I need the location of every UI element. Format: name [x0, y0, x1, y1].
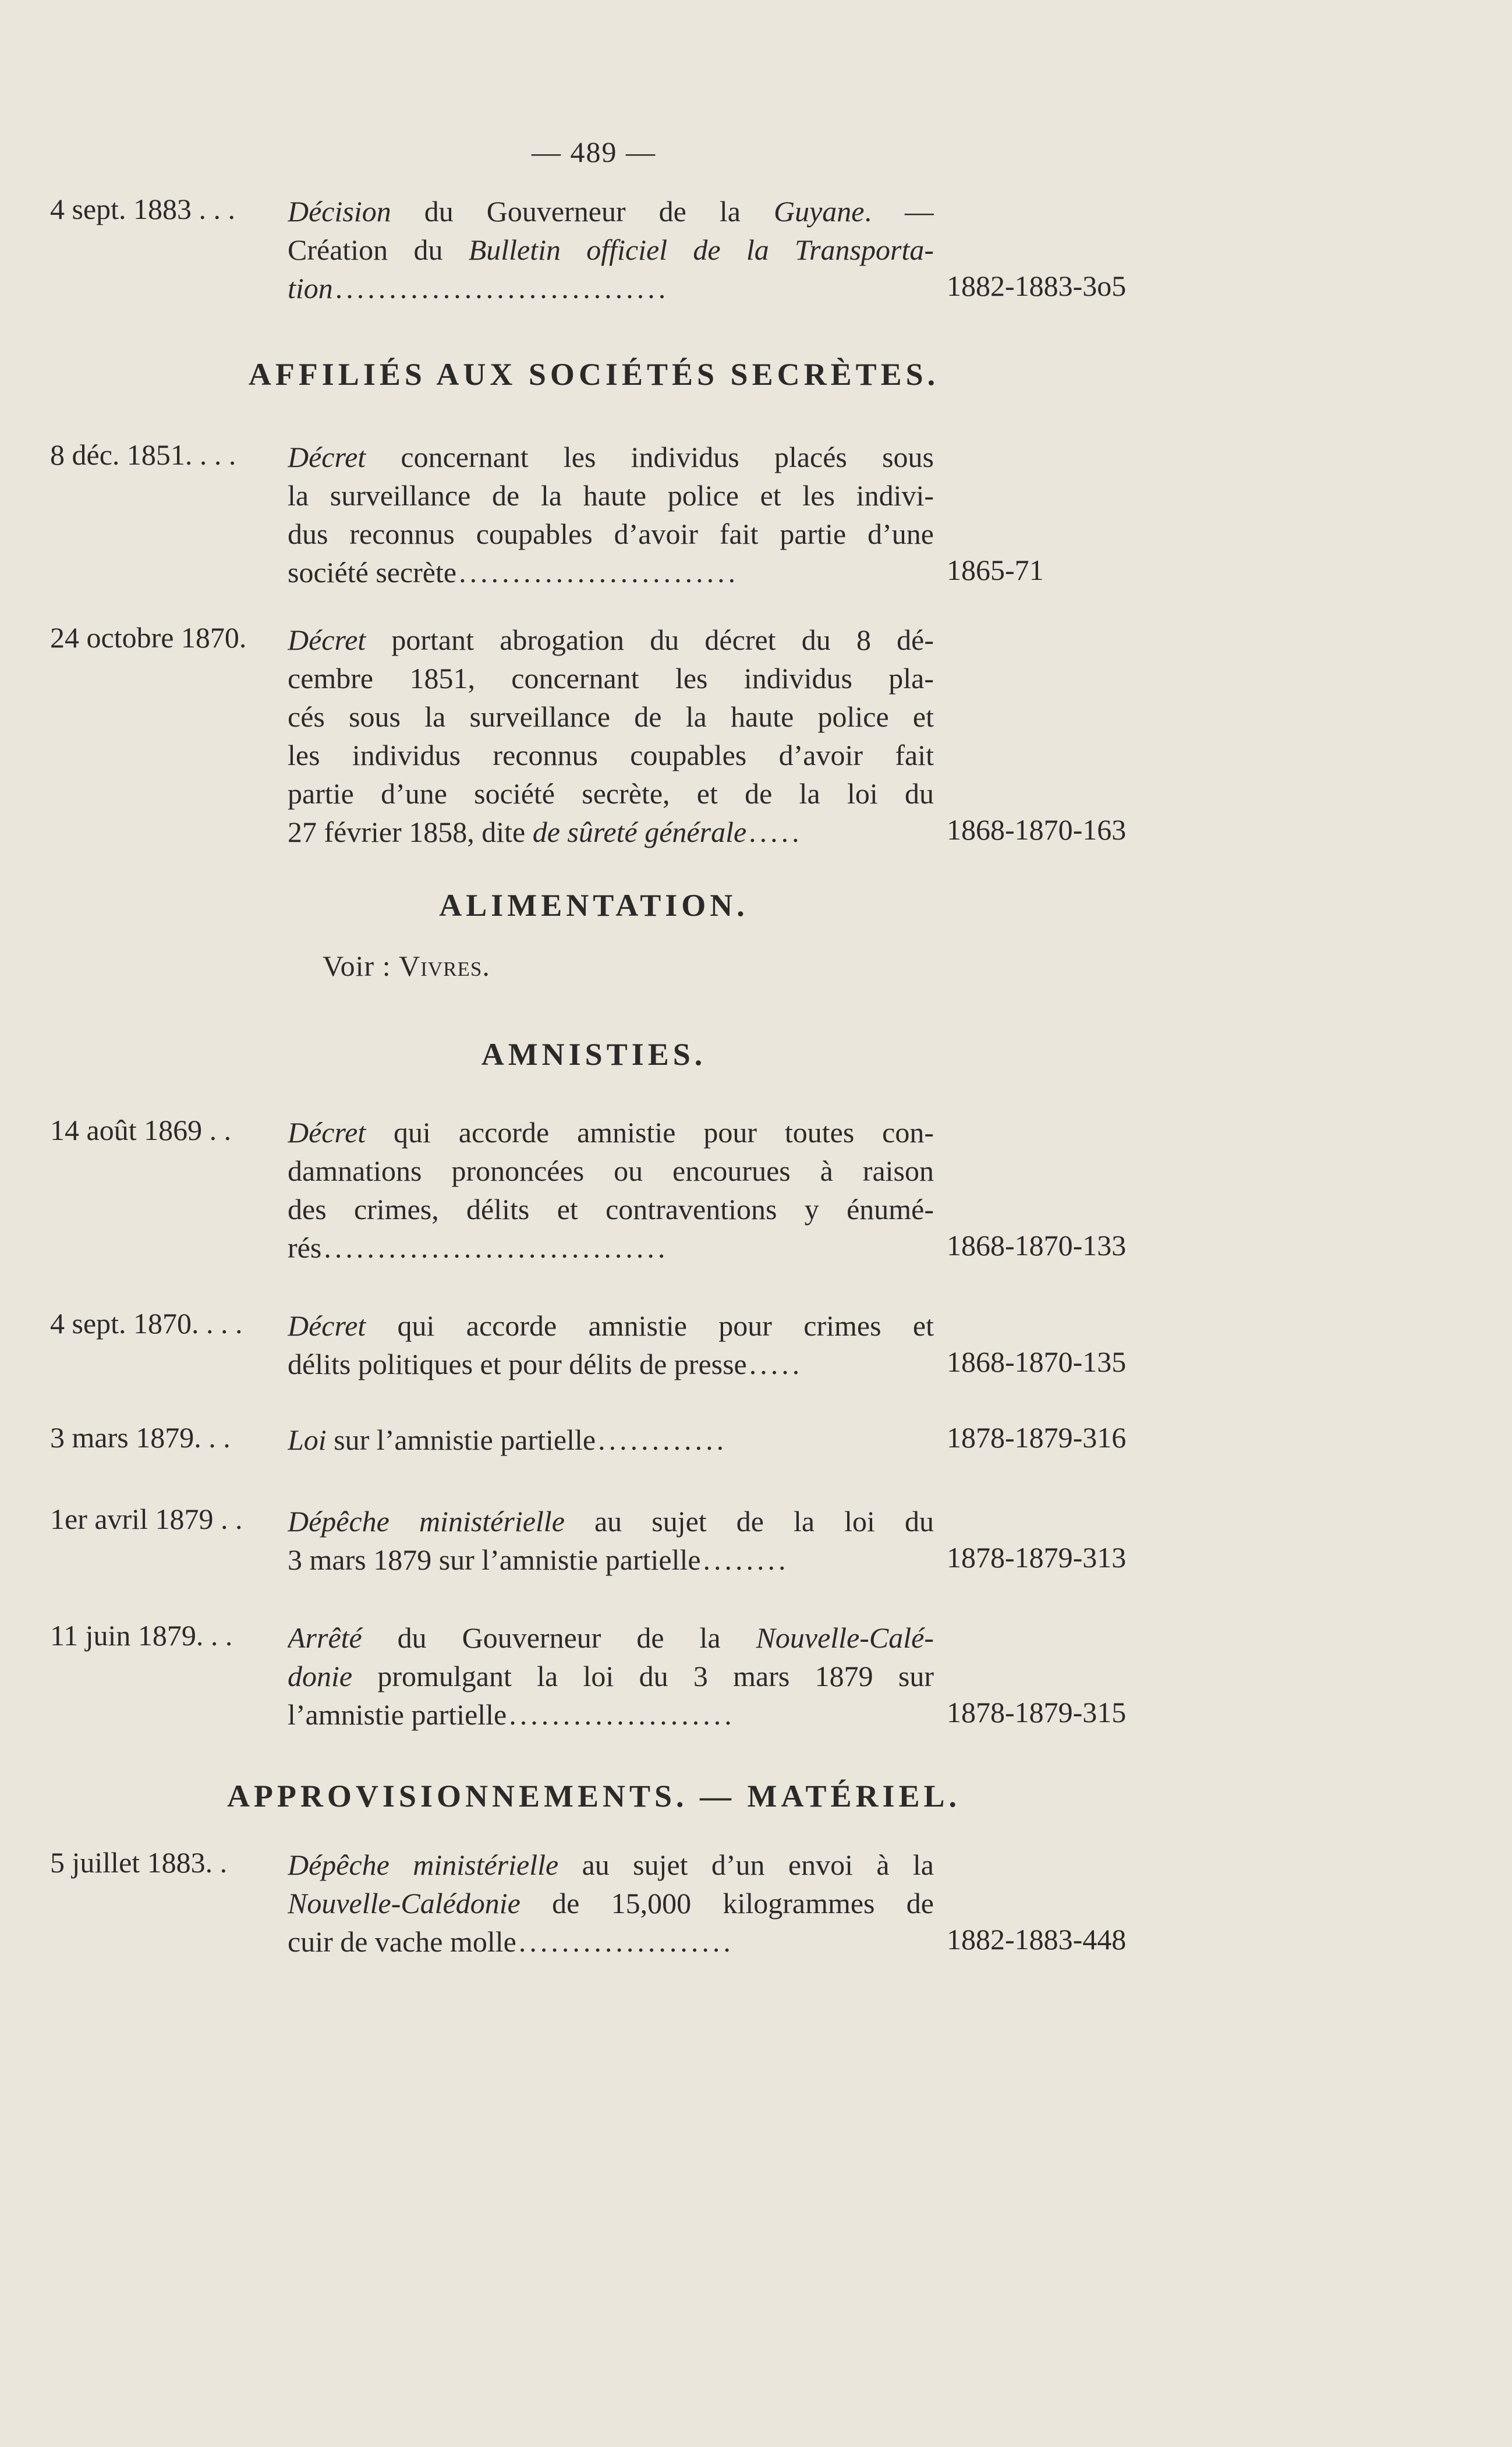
entry-text: Dépêche ministérielle au sujet de la loi du 3 mars 1879 sur l’amnistie partielle ........ — [288, 1502, 934, 1579]
dot-leader: ..... — [749, 1348, 803, 1380]
dot-leader: .......................... — [459, 556, 739, 589]
entry-reference: 1868-1870-135 — [947, 1345, 1127, 1378]
entry-text: Arrêté du Gouverneur de la Nouvelle-Calé- donie promulgant la loi du 3 mars 1879 sur l’amnistie partielle ..................... — [288, 1619, 934, 1734]
entry-text: Décret concernant les individus placés sous la surveillance de la haute police et les indivi- dus reconnus coupables d’avoir fait partie d’une société secrète .......................... — [288, 438, 934, 592]
entry-date: 3 mars 1879. . . — [50, 1421, 231, 1454]
entry-date: 24 octobre 1870. — [50, 621, 247, 654]
dot-leader: .................... — [518, 1925, 734, 1958]
entry-text: Décret qui accorde amnistie pour crimes et délits politiques et pour délits de presse ..... — [288, 1306, 934, 1383]
entry-reference: 1882-1883-448 — [947, 1923, 1127, 1956]
dot-leader: ............ — [598, 1423, 728, 1456]
entry-date: 5 juillet 1883. . — [50, 1846, 228, 1879]
dot-leader: ............................... — [335, 272, 670, 304]
entry-text: Loi sur l’amnistie partielle ............ — [288, 1421, 934, 1459]
entry-date: 4 sept. 1883 . . . — [50, 193, 236, 225]
entry-reference: 1878-1879-313 — [947, 1541, 1127, 1574]
section-heading-alimentation: ALIMENTATION. — [439, 888, 749, 923]
entry-reference: 1865-71 — [947, 554, 1044, 586]
section-heading-approvisionnements: APPROVISIONNEMENTS. — MATÉRIEL. — [226, 1779, 961, 1814]
entry-reference: 1868-1870-133 — [947, 1229, 1127, 1262]
dot-leader: ........ — [703, 1543, 789, 1576]
entry-text: Décision du Gouverneur de la Guyane. — Création du Bulletin officiel de la Transporta- tion ............................... — [288, 192, 934, 307]
entry-date: 11 juin 1879. . . — [50, 1619, 233, 1652]
page-number: — 489 — — [532, 136, 656, 168]
entry-reference: 1878-1879-316 — [947, 1421, 1127, 1454]
entry-text: Dépêche ministérielle au sujet d’un envoi à la Nouvelle-Calédonie de 15,000 kilogrammes de cuir de vache molle .................... — [288, 1846, 934, 1961]
entry-date: 4 sept. 1870. . . . — [50, 1307, 243, 1340]
section-heading-amnisties: AMNISTIES. — [481, 1037, 707, 1072]
entry-date: 8 déc. 1851. . . . — [50, 438, 236, 471]
dot-leader: ................................ — [324, 1231, 669, 1264]
dot-leader: ..................... — [509, 1698, 735, 1731]
section-heading-affilies: AFFILIÉS AUX SOCIÉTÉS SECRÈTES. — [248, 357, 940, 392]
entry-date: 14 août 1869 . . — [50, 1114, 232, 1146]
entry-text: Décret qui accorde amnistie pour toutes con- damnations prononcées ou encourues à raison des crimes, délits et contraventions y énumé- rés ................................ — [288, 1113, 934, 1267]
entry-reference: 1882-1883-3o5 — [947, 270, 1127, 302]
dot-leader: ..... — [749, 816, 803, 848]
cross-reference: Voir : Vivres. — [323, 950, 490, 982]
entry-text: Décret portant abrogation du décret du 8 dé- cembre 1851, concernant les individus pla- cés sous la surveillance de la haute police et les individus reconnus coupables d’avoir fait partie d’une société secrète, et de la loi du 27 février 1858, dite de sûreté générale ..... — [288, 621, 934, 851]
entry-reference: 1878-1879-315 — [947, 1696, 1127, 1729]
entry-date: 1er avril 1879 . . — [50, 1503, 243, 1535]
entry-reference: 1868-1870-163 — [947, 813, 1127, 846]
